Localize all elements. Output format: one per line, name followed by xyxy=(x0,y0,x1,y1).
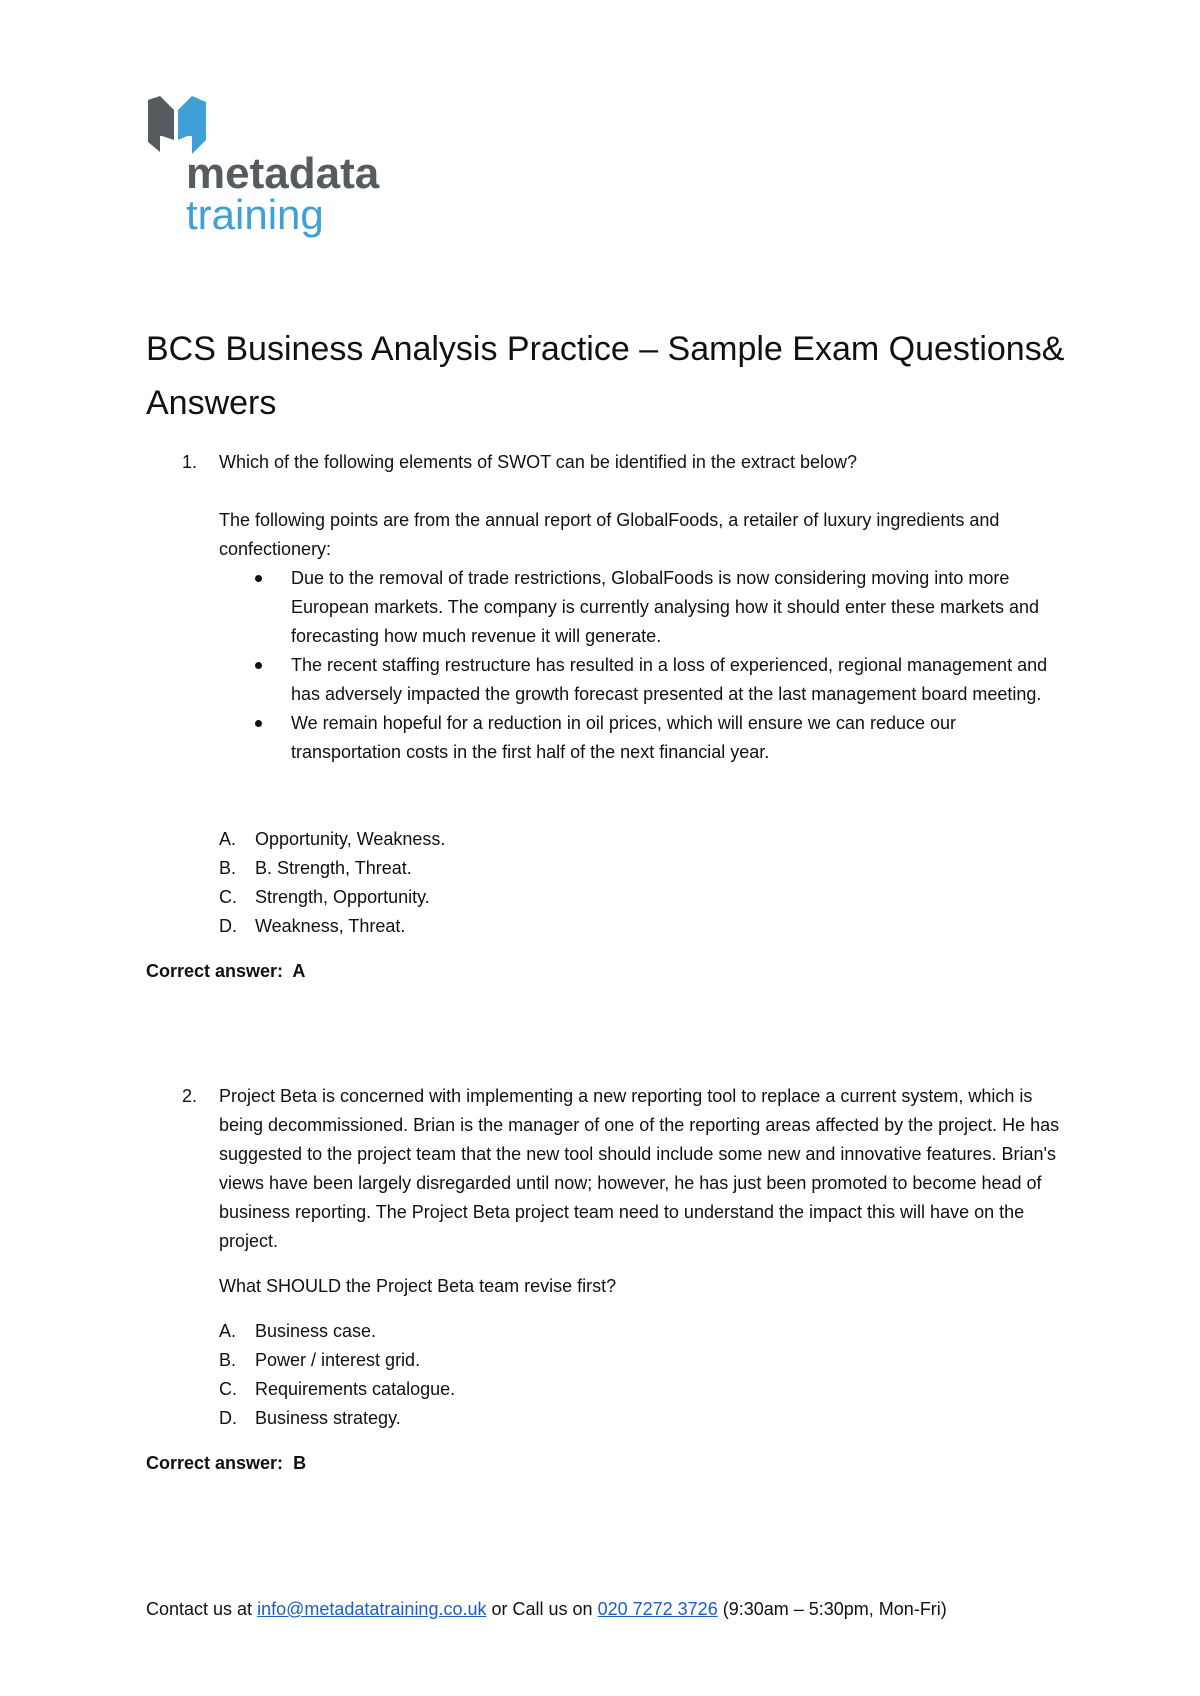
option-letter: D. xyxy=(219,916,237,936)
extract-bullet-list xyxy=(219,564,1066,767)
option-letter: B. xyxy=(219,858,237,878)
option-a xyxy=(219,1317,1066,1346)
option-text: Opportunity, Weakness. xyxy=(255,829,446,849)
question-number: 1. xyxy=(182,452,198,472)
option-d xyxy=(219,1404,1066,1433)
footer-hours: (9:30am – 5:30pm, Mon-Fri) xyxy=(722,1599,947,1619)
list-item: The recent staffing restructure has resulted in a loss of experienced, regional management and has adversely impacted the growth forecast presented at the last management board meeting. xyxy=(291,651,1066,709)
extract-intro: The following points are from the annual report of GlobalFoods, a retailer of luxury ingredients and confectionery: xyxy=(219,510,1000,559)
email-link[interactable]: info@metadatatraining.co.uk xyxy=(257,1599,487,1619)
logo-text-metadata: metadata xyxy=(186,149,380,198)
option-letter: B. xyxy=(219,1350,237,1370)
question-text: Project Beta is concerned with implementing a new reporting tool to replace a current system, which is being decommissioned. Brian is the manager of one of the reporting areas affected by the project. He has suggested to the project team that the new tool should include some new and innovative features. Brian's views have been largely disregarded until now; however, he has just been promoted to become head of business reporting. The Project Beta project team need to understand the impact this will have on the project. xyxy=(219,1086,1060,1251)
question-number: 2. xyxy=(182,1086,198,1106)
logo-text-training: training xyxy=(186,191,324,238)
correct-answer xyxy=(146,1449,1066,1478)
question-1 xyxy=(146,448,1066,986)
option-b xyxy=(219,854,1066,883)
option-letter: A. xyxy=(219,829,237,849)
extract-block xyxy=(219,506,1066,767)
option-text: Business strategy. xyxy=(255,1408,401,1428)
metadata-training-logo xyxy=(148,96,408,246)
answer-options xyxy=(219,825,1066,941)
correct-answer-label: Correct answer: xyxy=(146,1453,284,1473)
question-prompt: What SHOULD the Project Beta team revise first? xyxy=(219,1276,617,1296)
option-letter: D. xyxy=(219,1408,237,1428)
page-title: BCS Business Analysis Practice – Sample Exam Questions& Answers xyxy=(146,330,1065,422)
phone-link[interactable]: 020 7272 3726 xyxy=(597,1599,718,1619)
option-text: Business case. xyxy=(255,1321,377,1341)
option-letter: C. xyxy=(219,887,237,907)
footer-prefix: Contact us at xyxy=(146,1599,253,1619)
option-text: Requirements catalogue. xyxy=(255,1379,456,1399)
option-b xyxy=(219,1346,1066,1375)
option-letter: A. xyxy=(219,1321,237,1341)
question-2 xyxy=(146,1082,1066,1478)
option-c xyxy=(219,883,1066,912)
question-text: Which of the following elements of SWOT can be identified in the extract below? xyxy=(219,452,857,472)
answer-options xyxy=(219,1317,1066,1433)
option-text: Power / interest grid. xyxy=(255,1350,421,1370)
correct-answer-label: Correct answer: xyxy=(146,961,284,981)
option-text: B. Strength, Threat. xyxy=(255,858,412,878)
list-item: Due to the removal of trade restrictions, GlobalFoods is now considering moving into more European markets. The company is currently analysing how it should enter these markets and forecasting how much revenue it will generate. xyxy=(291,564,1066,651)
correct-answer-value: A xyxy=(292,961,306,981)
option-text: Weakness, Threat. xyxy=(255,916,406,936)
footer-contact xyxy=(146,1596,1086,1622)
correct-answer-value: B xyxy=(293,1453,307,1473)
list-item: We remain hopeful for a reduction in oil prices, which will ensure we can reduce our transportation costs in the first half of the next financial year. xyxy=(291,709,1066,767)
option-a xyxy=(219,825,1066,854)
correct-answer xyxy=(146,957,1066,986)
logo-mark-icon xyxy=(148,96,210,156)
option-text: Strength, Opportunity. xyxy=(255,887,430,907)
option-letter: C. xyxy=(219,1379,237,1399)
footer-middle: or Call us on xyxy=(491,1599,593,1619)
option-c xyxy=(219,1375,1066,1404)
option-d xyxy=(219,912,1066,941)
